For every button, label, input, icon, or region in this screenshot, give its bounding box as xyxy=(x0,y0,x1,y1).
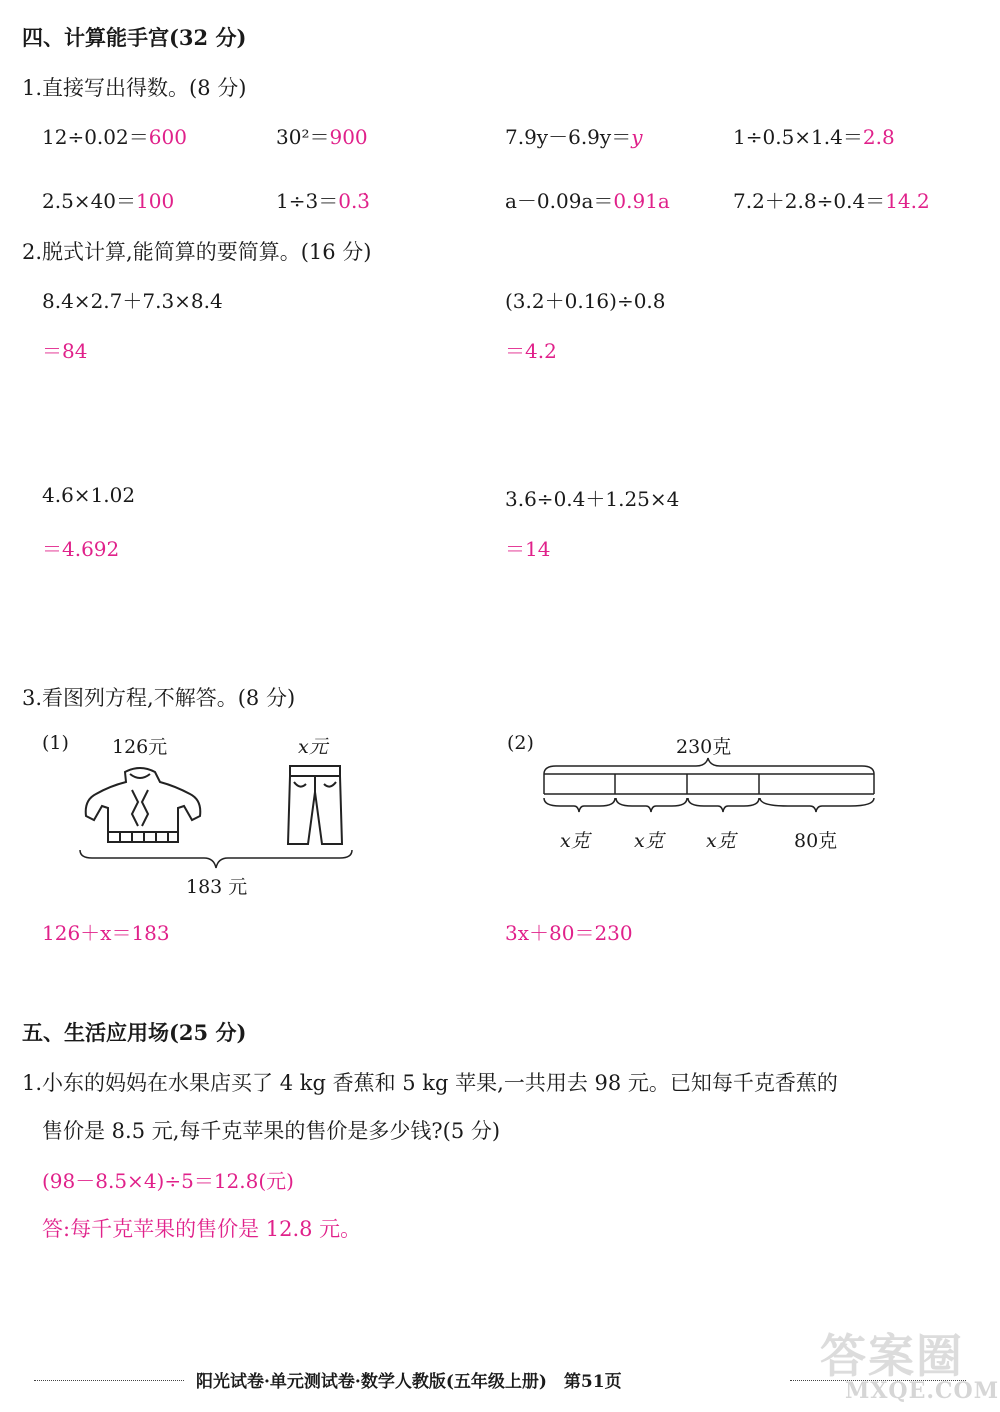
section-4-title: 四、计算能手宫(32 分) xyxy=(22,25,247,50)
step-calc-answer: ＝4.2 xyxy=(505,339,557,363)
oral-calc-item: 1÷0.5×1.4＝2.8 xyxy=(733,125,895,149)
part-1-number: (1) xyxy=(42,732,69,754)
word-problem-line-1: 1.小东的妈妈在水果店买了 4 kg 香蕉和 5 kg 苹果,一共用去 98 元。已知每千克香蕉的 xyxy=(22,1071,838,1095)
question-2-title: 2.脱式计算,能简算的要简算。(16 分) xyxy=(22,240,372,264)
segment-label: x克 xyxy=(706,830,736,852)
oral-calc-item: 1÷3＝0.3̇ xyxy=(276,189,371,213)
total-weight-label: 230克 xyxy=(676,736,732,758)
question-1-title: 1.直接写出得数。(8 分) xyxy=(22,76,247,100)
footer-divider-right xyxy=(790,1380,966,1381)
part-2-number: (2) xyxy=(507,732,534,754)
word-problem-solution: (98－8.5×4)÷5＝12.8(元) xyxy=(42,1169,294,1193)
word-problem-line-2: 售价是 8.5 元,每千克苹果的售价是多少钱?(5 分) xyxy=(42,1119,501,1143)
pants-price-label: x元 xyxy=(298,736,328,758)
oral-calc-item: 30²＝900 xyxy=(276,125,368,149)
segment-label: 80克 xyxy=(794,830,838,852)
section-5-title: 五、生活应用场(25 分) xyxy=(22,1020,247,1045)
step-calc-answer: ＝14 xyxy=(505,537,551,561)
footer-divider-left xyxy=(34,1380,184,1381)
step-calc-expression: 3.6÷0.4＋1.25×4 xyxy=(505,487,680,511)
watermark-url: MXQE.COM xyxy=(845,1378,1000,1404)
word-problem-answer: 答:每千克苹果的售价是 12.8 元。 xyxy=(42,1217,362,1241)
pants-icon xyxy=(282,762,348,852)
oral-calc-item: a－0.09a＝0.91a xyxy=(505,189,670,213)
step-calc-expression: 4.6×1.02 xyxy=(42,483,136,507)
total-price-label: 183 元 xyxy=(186,876,248,898)
sweater-icon xyxy=(80,762,210,852)
oral-calc-item: 7.2＋2.8÷0.4＝14.2 xyxy=(733,189,930,213)
sweater-price-label: 126元 xyxy=(112,736,168,758)
oral-calc-item: 12÷0.02＝600 xyxy=(42,125,187,149)
total-brace xyxy=(78,848,354,872)
step-calc-answer: ＝4.692 xyxy=(42,537,120,561)
oral-calc-item: 7.9y－6.9y＝y xyxy=(505,125,643,149)
step-calc-expression: (3.2＋0.16)÷0.8 xyxy=(505,289,666,313)
step-calc-answer: ＝84 xyxy=(42,339,88,363)
equation-answer-1: 126＋x＝183 xyxy=(42,921,170,945)
footer-text: 阳光试卷·单元测试卷·数学人教版(五年级上册) 第51页 xyxy=(196,1372,622,1392)
step-calc-expression: 8.4×2.7＋7.3×8.4 xyxy=(42,289,223,313)
equation-answer-2: 3x＋80＝230 xyxy=(505,921,633,945)
watermark-logo: 答案圈 xyxy=(820,1329,964,1383)
segment-label: x克 xyxy=(634,830,664,852)
question-3-title: 3.看图列方程,不解答。(8 分) xyxy=(22,686,296,710)
segment-diagram xyxy=(540,754,880,816)
segment-label: x克 xyxy=(560,830,590,852)
oral-calc-item: 2.5×40＝100 xyxy=(42,189,175,213)
